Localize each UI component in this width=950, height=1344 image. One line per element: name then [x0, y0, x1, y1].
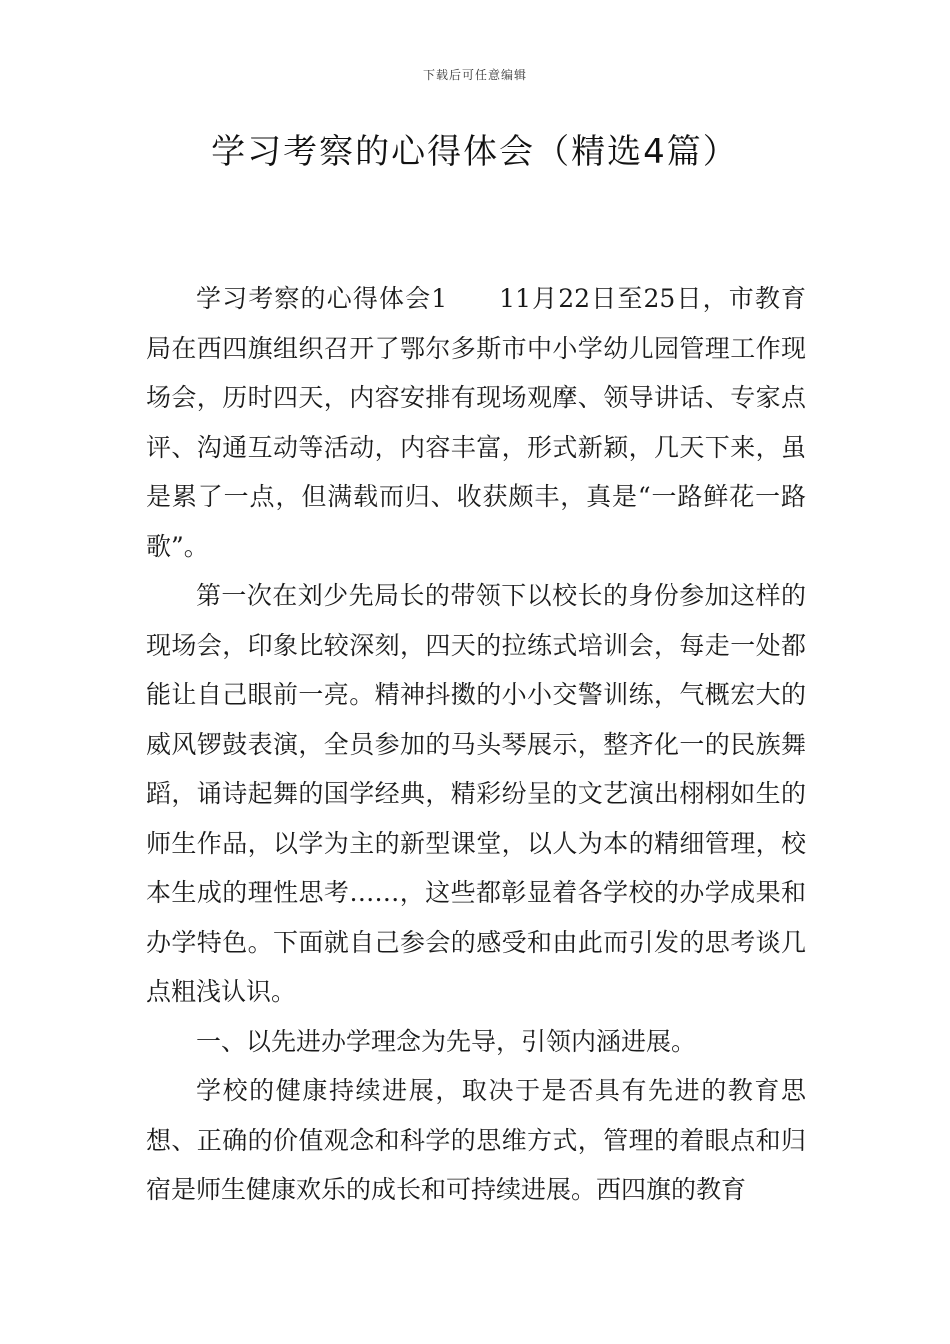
paragraph-1 — [146, 274, 806, 571]
paragraph-4: 学校的健康持续进展，取决于是否具有先进的教育思想、正确的价值观念和科学的思维方式，管理的着眼点和归宿是师生健康欢乐的成长和可持续进展。西四旗的教育 — [146, 1076, 806, 1204]
paragraph-2: 第一次在刘少先局长的带领下以校长的身份参加这样的现场会，印象比较深刻，四天的拉练式培训会，每走一处都能让自己眼前一亮。精神抖擞的小小交警训练，气概宏大的威风锣鼓表演，全员参加的马头琴展示，整齐化一的民族舞蹈，诵诗起舞的国学经典，精彩纷呈的文艺演出栩栩如生的师生作品，以学为主的新型课堂，以人为本的精细管理，校本生成的理性思考……，这些都彰显着各学校的办学成果和办学特色。下面就自己参会的感受和由此而引发的思考谈几点粗浅认识。 — [146, 581, 806, 1006]
document-title: 学习考察的心得体会（精选4篇） — [211, 132, 739, 172]
header-note: 下载后可任意编辑 — [422, 68, 527, 82]
paragraph-3-subheading: 一、以先进办学理念为先导，引领内涵进展。 — [196, 1026, 697, 1056]
document-body — [146, 274, 806, 1215]
section-heading: 学习考察的心得体会1 — [196, 284, 448, 313]
paragraph-text: 11月22日至25日，市教育局在西四旗组织召开了鄂尔多斯市中小学幼儿园管理工作现场会，历时四天，内容安排有现场观摩、领导讲话、专家点评、沟通互动等活动，内容丰富，形式新颖，几天下来，虽是累了一点，但满载而归、收获颇丰，真是“一路鲜花一路歌”。 — [146, 284, 806, 561]
